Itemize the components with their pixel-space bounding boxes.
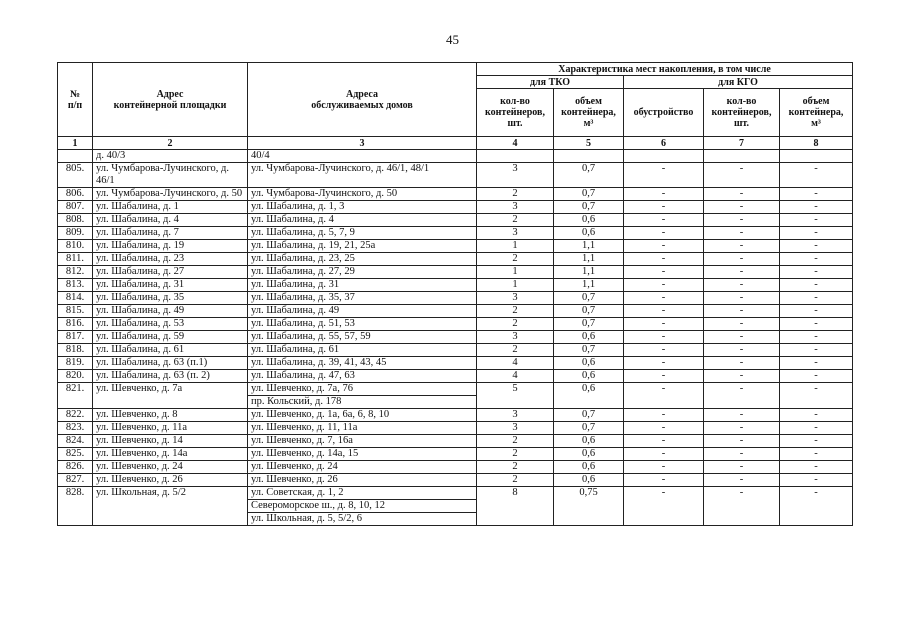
kgo-volume-cell: - xyxy=(780,344,853,357)
row-number-cell: 811. xyxy=(58,253,93,266)
kgo-volume-cell: - xyxy=(780,357,853,370)
row-number-cell: 810. xyxy=(58,240,93,253)
table-row xyxy=(58,305,853,318)
tko-volume-cell: 0,6 xyxy=(554,448,624,461)
column-number-row xyxy=(58,137,853,150)
row-number-cell: 820. xyxy=(58,370,93,383)
row-number-cell: 812. xyxy=(58,266,93,279)
equipment-cell: - xyxy=(624,188,704,201)
served-houses-cell xyxy=(248,253,477,266)
tko-count-cell: 2 xyxy=(477,253,554,266)
container-address-cell: ул. Шабалина, д. 23 xyxy=(93,253,248,266)
header-equipment: обустройство xyxy=(624,89,704,137)
kgo-count-cell: - xyxy=(704,422,780,435)
tko-volume-cell: 0,6 xyxy=(554,227,624,240)
table-row xyxy=(58,163,853,188)
kgo-count-cell: - xyxy=(704,448,780,461)
table-row xyxy=(58,422,853,435)
container-address-cell: ул. Шевченко, д. 14а xyxy=(93,448,248,461)
tko-count-cell: 3 xyxy=(477,331,554,344)
served-house-line: Североморское ш., д. 8, 10, 12 xyxy=(248,499,476,512)
tko-volume-cell: 1,1 xyxy=(554,253,624,266)
tko-volume-cell: 0,7 xyxy=(554,163,624,188)
row-number-cell: 823. xyxy=(58,422,93,435)
kgo-volume-cell: - xyxy=(780,487,853,526)
tko-count-cell: 4 xyxy=(477,370,554,383)
kgo-volume-cell: - xyxy=(780,253,853,266)
container-address-cell: ул. Шабалина, д. 31 xyxy=(93,279,248,292)
tko-count-cell xyxy=(477,150,554,163)
container-address-cell: ул. Шабалина, д. 63 (п.1) xyxy=(93,357,248,370)
row-number-cell: 819. xyxy=(58,357,93,370)
tko-count-cell: 8 xyxy=(477,487,554,526)
kgo-count-cell: - xyxy=(704,188,780,201)
kgo-count-cell: - xyxy=(704,266,780,279)
kgo-count-cell: - xyxy=(704,214,780,227)
column-number: 2 xyxy=(93,137,248,150)
column-number: 8 xyxy=(780,137,853,150)
equipment-cell: - xyxy=(624,305,704,318)
kgo-count-cell: - xyxy=(704,240,780,253)
tko-volume-cell: 0,7 xyxy=(554,409,624,422)
table-row xyxy=(58,253,853,266)
tko-count-cell: 5 xyxy=(477,383,554,409)
kgo-count-cell: - xyxy=(704,305,780,318)
kgo-volume-cell: - xyxy=(780,292,853,305)
container-address-cell: ул. Шевченко, д. 11а xyxy=(93,422,248,435)
row-number-cell: 815. xyxy=(58,305,93,318)
table-row xyxy=(58,279,853,292)
equipment-cell: - xyxy=(624,370,704,383)
served-house-line: ул. Чумбарова-Лучинского, д. 46/1, 48/1 xyxy=(251,163,430,174)
tko-count-cell: 1 xyxy=(477,279,554,292)
tko-volume-cell: 1,1 xyxy=(554,240,624,253)
served-house-line: пр. Кольский, д. 178 xyxy=(248,395,476,408)
tko-count-cell: 2 xyxy=(477,448,554,461)
served-house-line: ул. Шевченко, д. 26 xyxy=(251,474,338,485)
tko-count-cell: 3 xyxy=(477,422,554,435)
tko-count-cell: 3 xyxy=(477,292,554,305)
tko-volume-cell: 0,7 xyxy=(554,292,624,305)
served-house-line: ул. Шевченко, д. 24 xyxy=(251,461,338,472)
row-number-cell: 822. xyxy=(58,409,93,422)
kgo-volume-cell: - xyxy=(780,448,853,461)
table-row xyxy=(58,214,853,227)
row-number-cell: 817. xyxy=(58,331,93,344)
table-row xyxy=(58,461,853,474)
header-tko: для ТКО xyxy=(477,76,624,89)
served-house-line: ул. Шабалина, д. 35, 37 xyxy=(251,292,355,303)
served-house-line: ул. Шевченко, д. 14а, 15 xyxy=(251,448,359,459)
served-houses-cell xyxy=(248,487,477,526)
kgo-count-cell: - xyxy=(704,253,780,266)
header-tko-count: кол-во контейнеров, шт. xyxy=(477,89,554,137)
table-row xyxy=(58,227,853,240)
kgo-volume-cell: - xyxy=(780,201,853,214)
equipment-cell: - xyxy=(624,266,704,279)
equipment-cell: - xyxy=(624,461,704,474)
kgo-count-cell: - xyxy=(704,435,780,448)
container-address-cell: ул. Шабалина, д. 19 xyxy=(93,240,248,253)
served-houses-cell xyxy=(248,435,477,448)
served-house-line: ул. Шабалина, д. 27, 29 xyxy=(251,266,355,277)
kgo-volume-cell: - xyxy=(780,305,853,318)
equipment-cell: - xyxy=(624,409,704,422)
served-houses-cell xyxy=(248,266,477,279)
table-row xyxy=(58,370,853,383)
container-address-cell: д. 40/3 xyxy=(93,150,248,163)
served-houses-cell xyxy=(248,409,477,422)
tko-volume-cell: 0,7 xyxy=(554,344,624,357)
table-row xyxy=(58,201,853,214)
tko-count-cell: 3 xyxy=(477,227,554,240)
row-number-cell: 813. xyxy=(58,279,93,292)
tko-volume-cell: 0,7 xyxy=(554,201,624,214)
served-house-line: ул. Шабалина, д. 31 xyxy=(251,279,340,290)
served-house-line: ул. Шабалина, д. 5, 7, 9 xyxy=(251,227,355,238)
row-number-cell: 814. xyxy=(58,292,93,305)
container-sites-table xyxy=(57,62,853,526)
table-row xyxy=(58,409,853,422)
container-address-cell: ул. Шевченко, д. 8 xyxy=(93,409,248,422)
tko-volume-cell: 0,7 xyxy=(554,318,624,331)
tko-count-cell: 2 xyxy=(477,435,554,448)
kgo-volume-cell: - xyxy=(780,163,853,188)
served-houses-cell xyxy=(248,357,477,370)
container-address-cell: ул. Шабалина, д. 61 xyxy=(93,344,248,357)
equipment-cell: - xyxy=(624,422,704,435)
served-houses-cell xyxy=(248,461,477,474)
equipment-cell: - xyxy=(624,448,704,461)
served-house-line: ул. Шабалина, д. 49 xyxy=(251,305,340,316)
served-house-line: ул. Чумбарова-Лучинского, д. 50 xyxy=(251,188,398,199)
container-address-cell: ул. Чумбарова-Лучинского, д. 50 xyxy=(93,188,248,201)
kgo-volume-cell: - xyxy=(780,227,853,240)
kgo-count-cell: - xyxy=(704,227,780,240)
served-house-line: ул. Шевченко, д. 7а, 76 xyxy=(251,383,353,394)
equipment-cell: - xyxy=(624,292,704,305)
table-row xyxy=(58,292,853,305)
served-houses-cell xyxy=(248,240,477,253)
served-house-line: ул. Шевченко, д. 1а, 6а, 6, 8, 10 xyxy=(251,409,390,420)
kgo-count-cell: - xyxy=(704,357,780,370)
kgo-volume-cell: - xyxy=(780,240,853,253)
tko-volume-cell xyxy=(554,150,624,163)
container-address-cell: ул. Шабалина, д. 1 xyxy=(93,201,248,214)
served-houses-cell xyxy=(248,188,477,201)
served-houses-cell xyxy=(248,305,477,318)
table-row xyxy=(58,331,853,344)
kgo-count-cell xyxy=(704,150,780,163)
served-house-line: ул. Шабалина, д. 61 xyxy=(251,344,340,355)
row-number-cell: 816. xyxy=(58,318,93,331)
row-number-cell: 821. xyxy=(58,383,93,409)
tko-volume-cell: 0,6 xyxy=(554,383,624,409)
kgo-count-cell: - xyxy=(704,163,780,188)
served-houses-cell xyxy=(248,292,477,305)
tko-count-cell: 2 xyxy=(477,214,554,227)
equipment-cell: - xyxy=(624,331,704,344)
served-house-line: ул. Шабалина, д. 39, 41, 43, 45 xyxy=(251,357,387,368)
tko-volume-cell: 0,7 xyxy=(554,422,624,435)
kgo-volume-cell: - xyxy=(780,370,853,383)
tko-volume-cell: 0,7 xyxy=(554,305,624,318)
served-houses-cell xyxy=(248,214,477,227)
kgo-count-cell: - xyxy=(704,279,780,292)
kgo-volume-cell: - xyxy=(780,435,853,448)
header-served-houses: Адреса обслуживаемых домов xyxy=(248,63,477,137)
served-houses-cell xyxy=(248,370,477,383)
container-address-cell: ул. Шевченко, д. 14 xyxy=(93,435,248,448)
kgo-volume-cell: - xyxy=(780,383,853,409)
kgo-count-cell: - xyxy=(704,292,780,305)
container-address-cell: ул. Шевченко, д. 24 xyxy=(93,461,248,474)
column-number: 6 xyxy=(624,137,704,150)
served-house-line: ул. Школьная, д. 5, 5/2, 6 xyxy=(248,512,476,525)
header-characteristics: Характеристика мест накопления, в том числе xyxy=(477,63,853,76)
served-houses-cell xyxy=(248,318,477,331)
equipment-cell: - xyxy=(624,344,704,357)
served-houses-cell xyxy=(248,201,477,214)
container-address-cell: ул. Чумбарова-Лучинского, д. 46/1 xyxy=(93,163,248,188)
equipment-cell: - xyxy=(624,487,704,526)
served-houses-cell xyxy=(248,422,477,435)
header-kgo: для КГО xyxy=(624,76,853,89)
table-row xyxy=(58,487,853,526)
tko-count-cell: 3 xyxy=(477,201,554,214)
table-row xyxy=(58,357,853,370)
kgo-volume-cell xyxy=(780,150,853,163)
tko-count-cell: 4 xyxy=(477,357,554,370)
container-address-cell: ул. Шабалина, д. 59 xyxy=(93,331,248,344)
tko-count-cell: 3 xyxy=(477,163,554,188)
table-row xyxy=(58,240,853,253)
table-row xyxy=(58,188,853,201)
tko-volume-cell: 0,7 xyxy=(554,188,624,201)
container-address-cell: ул. Шевченко, д. 26 xyxy=(93,474,248,487)
kgo-volume-cell: - xyxy=(780,331,853,344)
kgo-count-cell: - xyxy=(704,474,780,487)
served-house-line: ул. Шабалина, д. 23, 25 xyxy=(251,253,355,264)
row-number-cell: 808. xyxy=(58,214,93,227)
tko-volume-cell: 0,6 xyxy=(554,214,624,227)
tko-count-cell: 1 xyxy=(477,240,554,253)
container-address-cell: ул. Шабалина, д. 35 xyxy=(93,292,248,305)
kgo-volume-cell: - xyxy=(780,318,853,331)
kgo-count-cell: - xyxy=(704,370,780,383)
column-number: 7 xyxy=(704,137,780,150)
row-number-cell: 824. xyxy=(58,435,93,448)
equipment-cell: - xyxy=(624,435,704,448)
container-address-cell: ул. Шабалина, д. 27 xyxy=(93,266,248,279)
table-row xyxy=(58,344,853,357)
served-house-line: 40/4 xyxy=(251,150,270,161)
served-houses-cell xyxy=(248,344,477,357)
row-number-cell: 805. xyxy=(58,163,93,188)
equipment-cell: - xyxy=(624,214,704,227)
served-house-line: ул. Шевченко, д. 7, 16а xyxy=(251,435,353,446)
served-houses-cell xyxy=(248,227,477,240)
column-number: 5 xyxy=(554,137,624,150)
served-houses-cell xyxy=(248,474,477,487)
equipment-cell: - xyxy=(624,357,704,370)
row-number-cell: 828. xyxy=(58,487,93,526)
container-address-cell: ул. Шевченко, д. 7а xyxy=(93,383,248,409)
served-houses-cell xyxy=(248,383,477,409)
table-row xyxy=(58,318,853,331)
tko-volume-cell: 0,6 xyxy=(554,474,624,487)
kgo-volume-cell: - xyxy=(780,266,853,279)
column-number: 3 xyxy=(248,137,477,150)
tko-count-cell: 2 xyxy=(477,344,554,357)
served-house-line: ул. Советская, д. 1, 2 xyxy=(251,487,344,498)
row-number-cell: 806. xyxy=(58,188,93,201)
equipment-cell: - xyxy=(624,253,704,266)
kgo-count-cell: - xyxy=(704,201,780,214)
served-house-line: ул. Шабалина, д. 19, 21, 25а xyxy=(251,240,376,251)
kgo-count-cell: - xyxy=(704,331,780,344)
page-number: 45 xyxy=(446,32,459,47)
row-number-cell: 826. xyxy=(58,461,93,474)
kgo-volume-cell: - xyxy=(780,409,853,422)
kgo-volume-cell: - xyxy=(780,474,853,487)
column-number: 1 xyxy=(58,137,93,150)
kgo-volume-cell: - xyxy=(780,461,853,474)
kgo-volume-cell: - xyxy=(780,422,853,435)
container-address-cell: ул. Школьная, д. 5/2 xyxy=(93,487,248,526)
table-row xyxy=(58,266,853,279)
kgo-volume-cell: - xyxy=(780,188,853,201)
row-number-cell xyxy=(58,150,93,163)
tko-volume-cell: 0,6 xyxy=(554,331,624,344)
served-house-line: ул. Шабалина, д. 55, 57, 59 xyxy=(251,331,371,342)
kgo-volume-cell: - xyxy=(780,214,853,227)
served-house-line: ул. Шабалина, д. 51, 53 xyxy=(251,318,355,329)
kgo-count-cell: - xyxy=(704,461,780,474)
tko-volume-cell: 1,1 xyxy=(554,279,624,292)
table-header xyxy=(58,63,853,150)
tko-count-cell: 3 xyxy=(477,409,554,422)
equipment-cell: - xyxy=(624,240,704,253)
container-address-cell: ул. Шабалина, д. 7 xyxy=(93,227,248,240)
tko-volume-cell: 0,6 xyxy=(554,435,624,448)
tko-count-cell: 2 xyxy=(477,305,554,318)
table-body xyxy=(58,150,853,526)
equipment-cell: - xyxy=(624,383,704,409)
table-row xyxy=(58,448,853,461)
served-house-line: ул. Шабалина, д. 47, 63 xyxy=(251,370,355,381)
header-number: № п/п xyxy=(58,63,93,137)
table-row xyxy=(58,435,853,448)
row-number-cell: 825. xyxy=(58,448,93,461)
tko-count-cell: 2 xyxy=(477,188,554,201)
kgo-count-cell: - xyxy=(704,344,780,357)
header-kgo-count: кол-во контейнеров, шт. xyxy=(704,89,780,137)
tko-volume-cell: 0,6 xyxy=(554,461,624,474)
tko-volume-cell: 0,75 xyxy=(554,487,624,526)
header-tko-volume: объем контейнера, м³ xyxy=(554,89,624,137)
served-house-line: ул. Шевченко, д. 11, 11а xyxy=(251,422,358,433)
row-number-cell: 818. xyxy=(58,344,93,357)
kgo-count-cell: - xyxy=(704,409,780,422)
container-address-cell: ул. Шабалина, д. 63 (п. 2) xyxy=(93,370,248,383)
served-house-line: ул. Шабалина, д. 1, 3 xyxy=(251,201,345,212)
row-number-cell: 809. xyxy=(58,227,93,240)
served-houses-cell xyxy=(248,150,477,163)
tko-volume-cell: 1,1 xyxy=(554,266,624,279)
tko-count-cell: 1 xyxy=(477,266,554,279)
tko-count-cell: 2 xyxy=(477,474,554,487)
tko-volume-cell: 0,6 xyxy=(554,357,624,370)
equipment-cell: - xyxy=(624,474,704,487)
equipment-cell: - xyxy=(624,201,704,214)
tko-count-cell: 2 xyxy=(477,318,554,331)
served-houses-cell xyxy=(248,448,477,461)
table-row xyxy=(58,383,853,409)
tko-volume-cell: 0,6 xyxy=(554,370,624,383)
equipment-cell: - xyxy=(624,318,704,331)
served-house-line: ул. Шабалина, д. 4 xyxy=(251,214,334,225)
served-houses-cell xyxy=(248,163,477,188)
kgo-volume-cell: - xyxy=(780,279,853,292)
table-row xyxy=(58,150,853,163)
served-houses-cell xyxy=(248,279,477,292)
tko-count-cell: 2 xyxy=(477,461,554,474)
equipment-cell: - xyxy=(624,163,704,188)
table-row xyxy=(58,474,853,487)
equipment-cell xyxy=(624,150,704,163)
column-number: 4 xyxy=(477,137,554,150)
equipment-cell: - xyxy=(624,227,704,240)
header-kgo-volume: объем контейнера, м³ xyxy=(780,89,853,137)
container-address-cell: ул. Шабалина, д. 49 xyxy=(93,305,248,318)
kgo-count-cell: - xyxy=(704,318,780,331)
row-number-cell: 807. xyxy=(58,201,93,214)
served-houses-cell xyxy=(248,331,477,344)
row-number-cell: 827. xyxy=(58,474,93,487)
kgo-count-cell: - xyxy=(704,383,780,409)
container-address-cell: ул. Шабалина, д. 53 xyxy=(93,318,248,331)
kgo-count-cell: - xyxy=(704,487,780,526)
header-container-address: Адрес контейнерной площадки xyxy=(93,63,248,137)
container-address-cell: ул. Шабалина, д. 4 xyxy=(93,214,248,227)
equipment-cell: - xyxy=(624,279,704,292)
